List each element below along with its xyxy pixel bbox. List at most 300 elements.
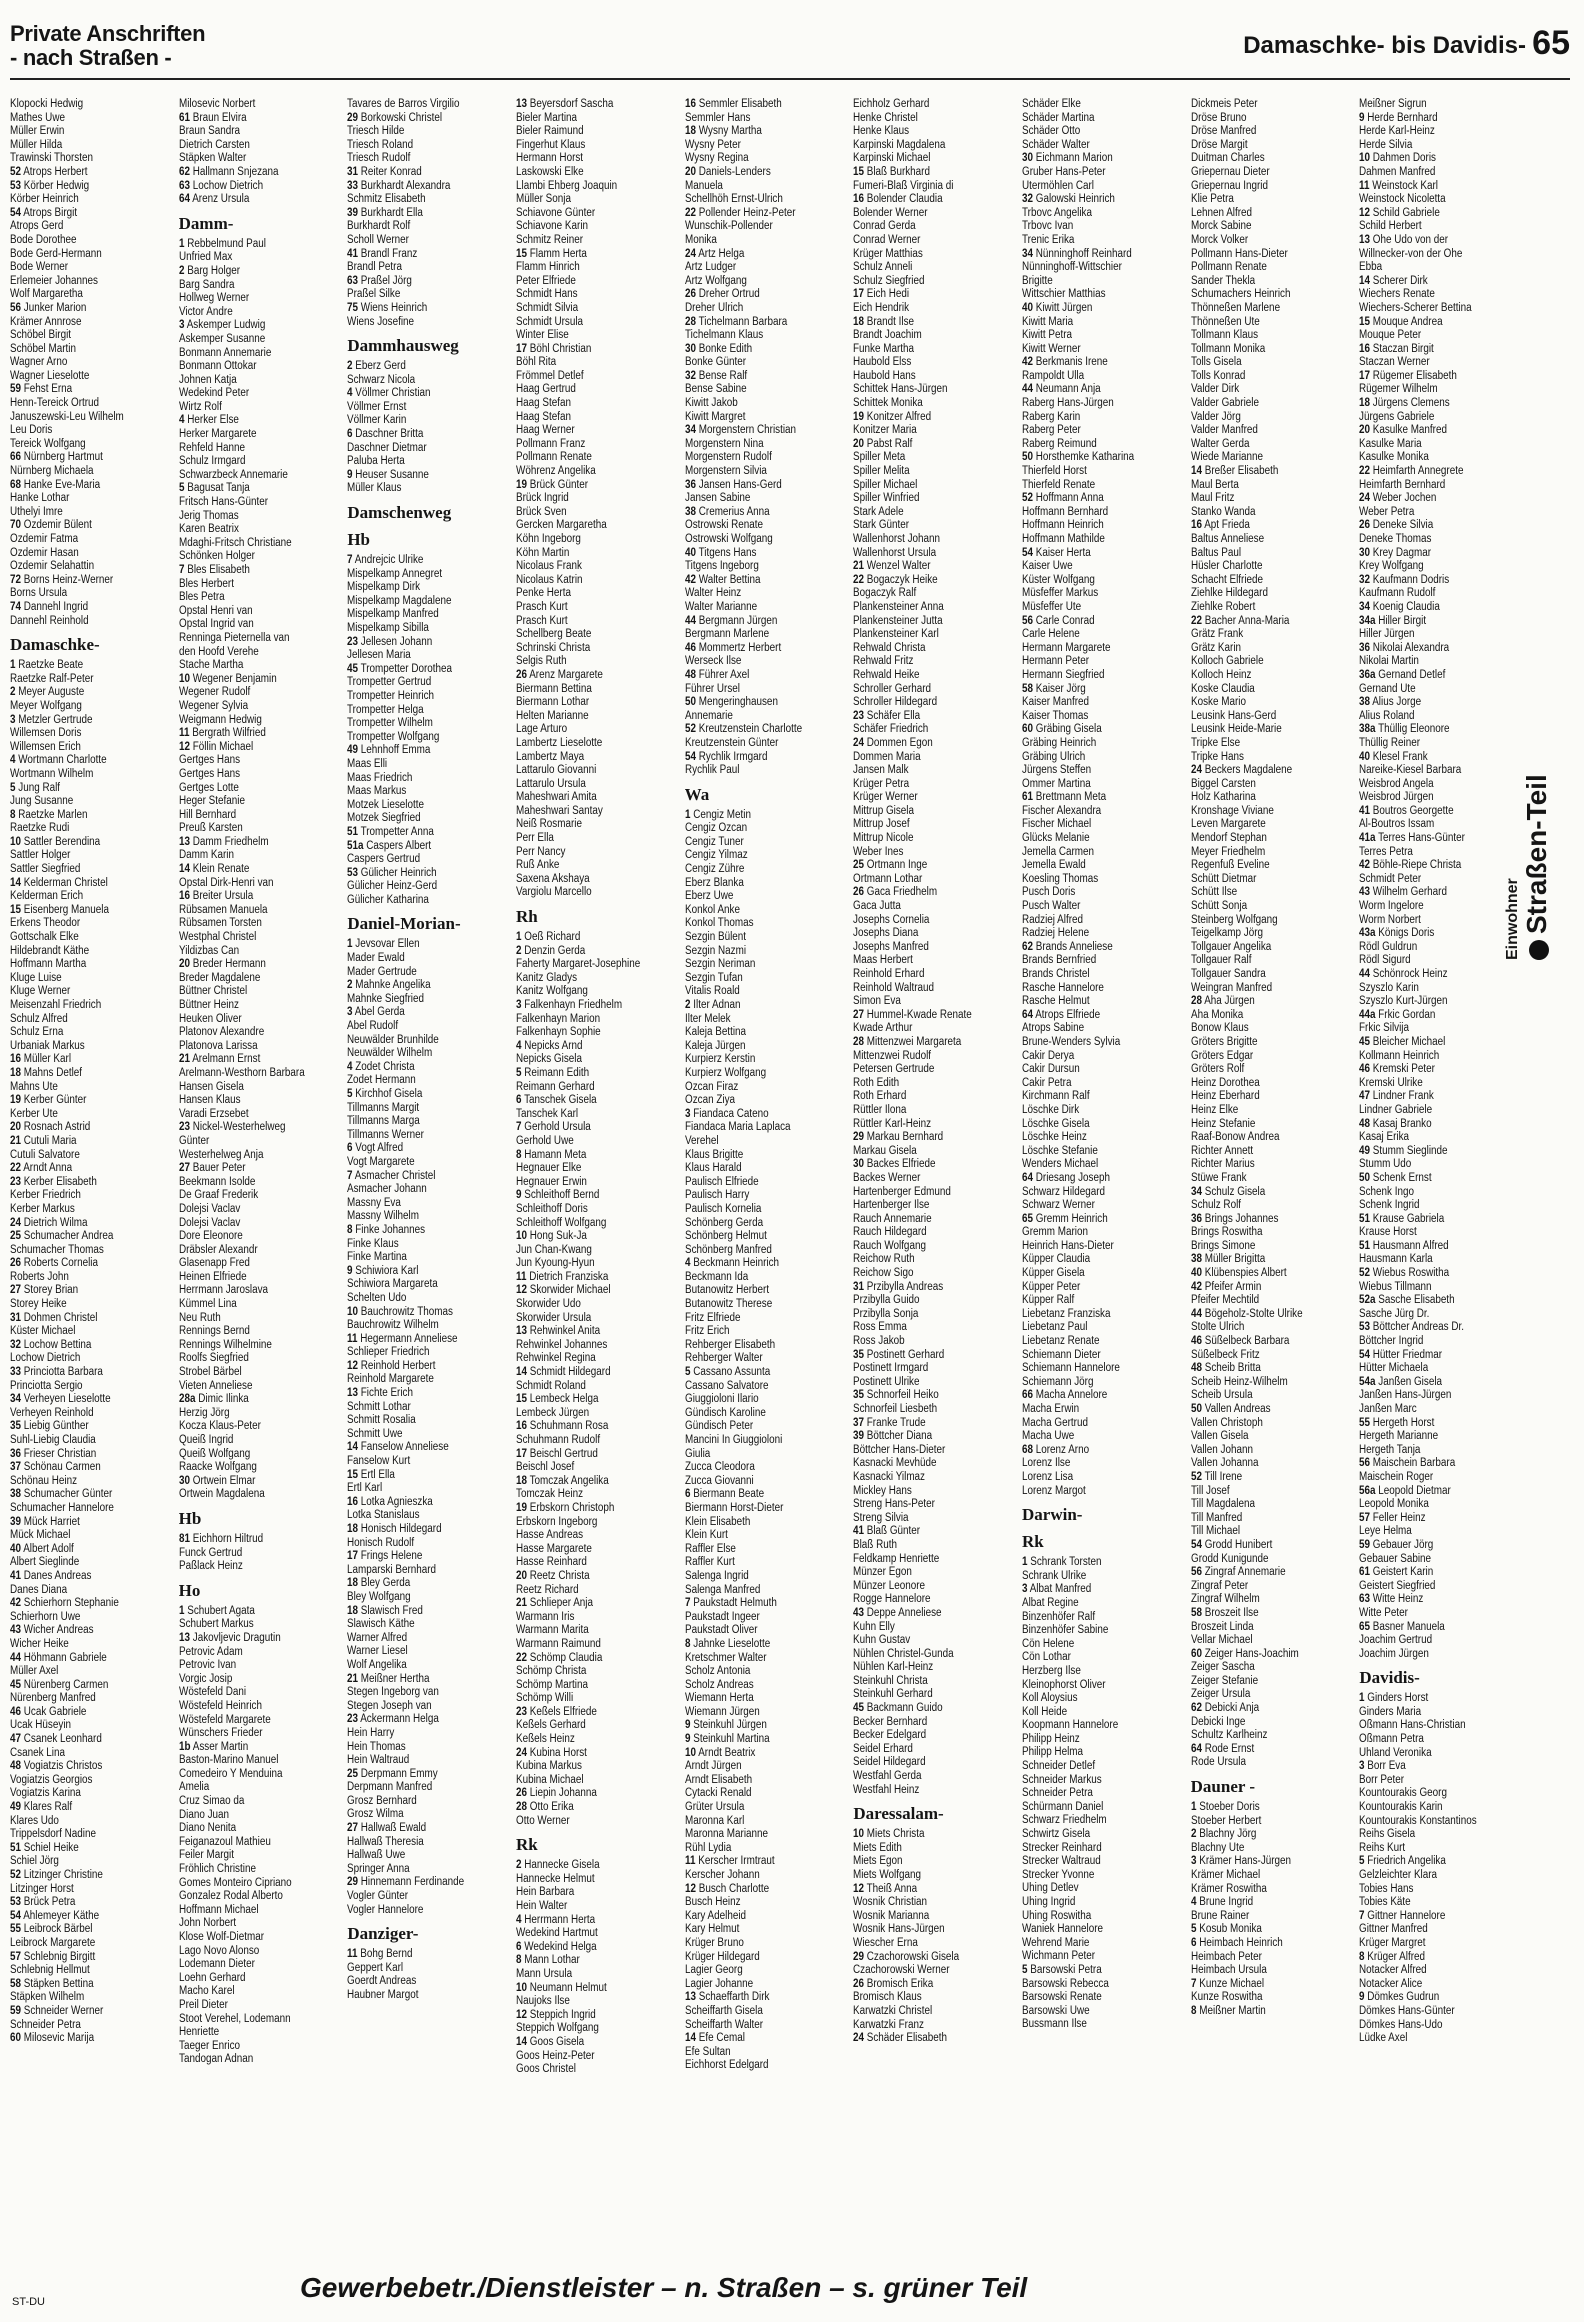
resident-name: Opstal Dirk-Henri van (178, 876, 274, 889)
resident-name: Zodet Christa (355, 1060, 415, 1073)
resident-name: Lambertz Lieselotte (516, 736, 603, 749)
resident-entry (685, 917, 845, 931)
resident-name: Driesang Joseph (1035, 1171, 1110, 1184)
resident-name: Wittschier Matthias (1022, 288, 1106, 301)
resident-name: Schmidt Hildegard (529, 1366, 611, 1379)
resident-name: Raberg Peter (1022, 424, 1081, 437)
resident-name: Arelmann Ernst (191, 1053, 261, 1066)
house-number: 46 (10, 1705, 22, 1718)
resident-name: Schiavone Karin (516, 220, 589, 233)
resident-entry (853, 696, 1013, 710)
house-number: 23 (853, 709, 865, 722)
resident-name: Gebauer Sabine (1359, 1552, 1432, 1565)
resident-name: Hein Harry (347, 1726, 395, 1739)
resident-name: Klie Petra (1190, 193, 1234, 206)
resident-entry (516, 1624, 676, 1638)
resident-name: Bonmann Annemarie (178, 346, 272, 359)
street-heading: Daniel-Morian- (347, 914, 461, 934)
resident-entry (179, 1176, 339, 1190)
house-number: 9 (347, 1264, 353, 1277)
resident-entry (347, 1210, 507, 1224)
resident-entry (516, 1094, 676, 1108)
resident-name: Kubina Markus (516, 1760, 582, 1773)
resident-entry (179, 1836, 339, 1850)
resident-entry (347, 1673, 507, 1687)
resident-name: Till Josef (1190, 1484, 1230, 1497)
resident-name: Henn-Tereick Ortrud (10, 397, 100, 410)
resident-entry (516, 1801, 676, 1815)
house-number: 49 (1359, 1144, 1371, 1157)
resident-name: Scheib Heinz-Wilhelm (1190, 1375, 1288, 1388)
resident-entry (516, 343, 676, 357)
resident-entry (179, 333, 339, 347)
resident-entry (1022, 1158, 1182, 1172)
resident-name: Miets Edith (853, 1841, 903, 1854)
resident-name: Koenig Claudia (1373, 600, 1441, 613)
resident-entry (516, 1298, 676, 1312)
resident-name: Bauchrowitz Thomas (361, 1305, 454, 1318)
resident-entry (516, 383, 676, 397)
house-number: 8 (1190, 2004, 1197, 2017)
resident-name: Teigelkamp Jörg (1190, 927, 1263, 940)
house-number: 24 (853, 736, 865, 749)
resident-entry (1191, 982, 1351, 996)
resident-entry (1359, 1801, 1519, 1815)
resident-entry (1359, 2005, 1519, 2019)
resident-entry (1022, 1665, 1182, 1679)
resident-name: Schulz Erna (10, 1026, 64, 1039)
resident-entry (1191, 1485, 1351, 1499)
resident-name: Pusch Walter (1022, 900, 1081, 913)
resident-entry (1359, 356, 1519, 370)
house-number: 42 (10, 1597, 22, 1610)
house-number: 42 (1359, 859, 1371, 872)
resident-entry (516, 261, 676, 275)
resident-entry (853, 1376, 1013, 1390)
house-number: 44 (684, 614, 696, 627)
resident-entry (516, 180, 676, 194)
resident-entry (347, 1849, 507, 1863)
resident-name: Thüllig Reiner (1359, 736, 1421, 749)
resident-name: Otto Erika (529, 1801, 574, 1814)
resident-entry (853, 1828, 1013, 1842)
resident-entry (1359, 234, 1519, 248)
resident-name: Scherer Dirk (1373, 274, 1429, 287)
resident-name: Grosz Wilma (347, 1808, 404, 1821)
resident-name: Geistert Karin (1373, 1566, 1434, 1579)
resident-entry (179, 1230, 339, 1244)
resident-name: Führer Ursel (684, 682, 740, 695)
resident-entry (516, 2050, 676, 2064)
resident-name: Hegnauer Erwin (516, 1175, 587, 1188)
resident-name: Münzer Leonore (853, 1579, 926, 1592)
resident-name: Nepicks Gisela (516, 1053, 582, 1066)
resident-entry (1022, 873, 1182, 887)
house-number: 61 (178, 111, 190, 124)
resident-name: Maul Berta (1190, 478, 1239, 491)
resident-name: Mahnke Siegfried (347, 992, 425, 1005)
resident-name: Streng Hans-Peter (853, 1498, 936, 1511)
resident-name: Rennings Bernd (178, 1325, 250, 1338)
resident-entry (179, 632, 339, 646)
resident-name: Scholz Andreas (684, 1678, 754, 1691)
resident-entry (1022, 1774, 1182, 1788)
house-number: 46 (684, 641, 696, 654)
resident-name: Fanselow Kurt (347, 1455, 411, 1468)
resident-entry (179, 1162, 339, 1176)
resident-entry (10, 1312, 170, 1326)
house-number: 15 (516, 1393, 528, 1406)
resident-name: Witte Heinz (1373, 1593, 1424, 1606)
resident-name: Gertges Hans (178, 754, 240, 767)
house-number: 22 (1359, 465, 1371, 478)
resident-entry (516, 696, 676, 710)
resident-entry (685, 836, 845, 850)
resident-name: Hergeth Tanja (1359, 1443, 1421, 1456)
house-number: 27 (347, 1822, 359, 1835)
street-heading: Dammhausweg (347, 336, 459, 356)
resident-name: Diano Juan (178, 1808, 229, 1821)
resident-name: Dolejsi Vaclav (178, 1216, 241, 1229)
resident-entry (179, 1863, 339, 1877)
resident-name: Schultz Karlheinz (1190, 1729, 1268, 1742)
resident-entry (853, 615, 1013, 629)
resident-entry (1359, 1158, 1519, 1172)
resident-entry (516, 112, 676, 126)
resident-entry (179, 1795, 339, 1809)
resident-entry (1022, 1036, 1182, 1050)
house-number: 9 (684, 1733, 691, 1746)
street-heading: Ho (178, 1580, 201, 1600)
house-number: 53 (10, 1896, 22, 1909)
resident-name: Nürnberg Michaela (10, 465, 94, 478)
resident-name: Mispelkamp Magdalene (347, 594, 452, 607)
resident-name: Vogler Hannelore (347, 1903, 424, 1916)
resident-entry (10, 1937, 170, 1951)
house-number: 63 (178, 179, 190, 192)
resident-name: Kaleja Bettina (684, 1026, 746, 1039)
resident-entry (10, 1081, 170, 1095)
house-number: 52 (10, 1869, 22, 1881)
resident-name: Kiwitt Petra (1022, 329, 1073, 342)
resident-name: Herde Bernhard (1367, 111, 1438, 124)
resident-name: Praßel Silke (347, 288, 401, 301)
resident-entry (347, 608, 507, 622)
resident-name: Schild Gabriele (1373, 206, 1441, 219)
resident-entry (179, 152, 339, 166)
resident-entry (853, 1964, 1013, 1978)
resident-entry (1022, 383, 1182, 397)
resident-name: Müller Brigitta (1204, 1253, 1265, 1266)
resident-entry (1359, 424, 1519, 438)
resident-entry (347, 414, 507, 428)
resident-name: Rehwinkel Regina (516, 1352, 596, 1365)
resident-name: Danes Diana (10, 1583, 68, 1596)
resident-name: Schwarz Friedhelm (1022, 1814, 1107, 1827)
resident-name: Grätz Frank (1190, 628, 1243, 641)
resident-name: Schittek Hans-Jürgen (853, 383, 948, 396)
resident-name: Gerhold Uwe (516, 1134, 574, 1147)
house-number: 35 (10, 1420, 22, 1433)
resident-entry (347, 1645, 507, 1659)
resident-entry (1359, 655, 1519, 669)
resident-name: Büttner Heinz (178, 999, 239, 1011)
resident-entry (179, 1659, 339, 1673)
resident-entry (1191, 1240, 1351, 1254)
resident-entry (179, 890, 339, 904)
resident-entry (1191, 1815, 1351, 1829)
resident-entry (10, 1257, 170, 1271)
resident-name: Rychlik Paul (684, 764, 740, 777)
column-5 (685, 98, 846, 2270)
resident-entry (1359, 642, 1519, 656)
resident-name: Brigitte (1022, 274, 1053, 287)
resident-entry (10, 519, 170, 533)
resident-entry (10, 275, 170, 289)
resident-name: Gülicher Heinrich (361, 866, 437, 879)
resident-entry (853, 1457, 1013, 1471)
house-number: 81 (178, 1532, 190, 1545)
resident-name: Schäfer Ella (867, 709, 921, 722)
resident-entry (516, 1570, 676, 1584)
resident-entry (685, 316, 845, 330)
resident-entry (685, 1053, 845, 1067)
resident-name: Arndt Jürgen (684, 1760, 742, 1773)
resident-name: Gräbing Heinrich (1022, 736, 1097, 749)
resident-entry (853, 506, 1013, 520)
resident-entry (685, 1719, 845, 1733)
resident-entry (516, 438, 676, 452)
resident-name: Herde Silvia (1359, 138, 1413, 151)
resident-name: Wichmann Peter (1022, 1950, 1096, 1963)
resident-entry (853, 669, 1013, 683)
resident-entry (685, 343, 845, 357)
resident-name: Perr Nancy (516, 845, 566, 858)
resident-entry (516, 669, 676, 683)
resident-name: Dore Eleonore (178, 1230, 243, 1243)
resident-entry (853, 1403, 1013, 1417)
resident-entry (516, 533, 676, 547)
resident-name: Kountourakis Karin (1359, 1801, 1443, 1814)
resident-name: Mispelkamp Sibilla (347, 622, 430, 634)
resident-entry (1191, 1213, 1351, 1227)
resident-entry (179, 1067, 339, 1081)
resident-name: Wunschik-Pollender (684, 220, 773, 233)
resident-name: Küster Wolfgang (1022, 573, 1095, 586)
resident-name: Renninga Pieternella van (178, 631, 290, 644)
resident-entry (1022, 1950, 1182, 1964)
resident-entry (1022, 1294, 1182, 1308)
house-number: 48 (10, 1760, 22, 1773)
resident-name: Hausmann Alfred (1373, 1239, 1449, 1252)
resident-entry (853, 1090, 1013, 1104)
resident-entry (685, 248, 845, 262)
resident-entry (1359, 1335, 1519, 1349)
resident-name: Rosnach Astrid (23, 1121, 91, 1134)
resident-entry (1022, 1978, 1182, 1992)
resident-name: Plankensteiner Jutta (853, 614, 943, 627)
resident-name: Macha Erwin (1022, 1403, 1080, 1415)
resident-name: Sezgin Tufan (684, 971, 743, 984)
resident-entry (1191, 1036, 1351, 1050)
resident-entry (10, 1108, 170, 1122)
resident-entry (179, 1560, 339, 1574)
resident-entry (347, 1265, 507, 1279)
house-number: 51 (347, 825, 359, 838)
resident-entry (516, 751, 676, 765)
resident-entry (853, 927, 1013, 941)
resident-name: Bolender Claudia (867, 193, 943, 206)
resident-entry (516, 628, 676, 642)
resident-name: Hamann Meta (524, 1148, 587, 1161)
resident-name: Raaf-Bonow Andrea (1190, 1131, 1280, 1144)
house-number: 20 (853, 437, 865, 450)
resident-name: Cassano Assunta (692, 1366, 770, 1379)
resident-entry (1022, 1801, 1182, 1815)
resident-entry (1191, 1801, 1351, 1815)
resident-entry (516, 1760, 676, 1774)
resident-name: Haag Stefan (516, 397, 571, 410)
resident-name: Paulisch Harry (684, 1189, 749, 1202)
resident-name: Maas Herbert (853, 954, 914, 967)
resident-name: Griepernau Dieter (1190, 165, 1270, 178)
resident-entry (10, 849, 170, 863)
resident-name: Beckmann Heinrich (692, 1257, 779, 1270)
resident-entry (1191, 220, 1351, 234)
resident-entry (1191, 683, 1351, 697)
resident-entry (179, 428, 339, 442)
resident-entry (516, 972, 676, 986)
street-heading: Dauner - (1190, 1777, 1256, 1797)
resident-entry (685, 1706, 845, 1720)
resident-name: Hanke Lothar (10, 492, 70, 505)
resident-entry (347, 1074, 507, 1088)
house-number: 7 (347, 554, 353, 567)
resident-entry (853, 492, 1013, 506)
resident-name: Kirchhof Gisela (355, 1088, 423, 1100)
resident-name: Rebbelmund Paul (186, 237, 266, 250)
resident-entry (347, 853, 507, 867)
resident-entry (10, 1842, 170, 1856)
resident-name: Nünninghoff-Wittschier (1022, 261, 1122, 274)
resident-name: Dietrich Franziska (529, 1270, 609, 1283)
resident-entry (10, 547, 170, 561)
resident-entry (1022, 1376, 1182, 1390)
resident-name: Jansen Hans-Gerd (698, 478, 782, 491)
resident-entry (1191, 261, 1351, 275)
column-6 (853, 98, 1014, 2270)
resident-entry (853, 1118, 1013, 1132)
resident-name: Özdemir Selahattin (10, 560, 95, 573)
resident-name: Thönneßen Ute (1190, 315, 1260, 328)
resident-entry (1022, 98, 1182, 112)
resident-entry (347, 1414, 507, 1428)
resident-entry (685, 1217, 845, 1231)
house-number: 72 (10, 573, 22, 586)
resident-name: Damm Karin (178, 849, 234, 862)
house-number: 10 (347, 1305, 359, 1318)
resident-entry (1022, 1855, 1182, 1869)
house-number: 18 (347, 1604, 359, 1617)
resident-name: Funck Gertrud (178, 1546, 242, 1559)
resident-name: Kanitz Wolfgang (516, 985, 588, 998)
resident-name: Paukstadt Oliver (684, 1624, 758, 1637)
resident-entry (179, 1257, 339, 1271)
resident-entry (853, 451, 1013, 465)
resident-name: Backes Werner (853, 1171, 921, 1184)
resident-name: Plankensteiner Anna (853, 600, 945, 613)
resident-name: Denzin Gerda (524, 944, 586, 957)
street-heading: Danziger- (347, 1924, 419, 1944)
resident-entry (516, 818, 676, 832)
page-number: 65 (1532, 24, 1570, 62)
resident-name: Hill Bernhard (178, 808, 236, 821)
resident-entry (10, 166, 170, 180)
resident-name: Winter Elise (516, 329, 569, 342)
resident-name: Hergeth Horst (1373, 1416, 1435, 1429)
resident-entry (347, 98, 507, 112)
resident-entry (1022, 1335, 1182, 1349)
resident-name: Nünninghoff Reinhard (1035, 247, 1132, 260)
resident-entry (685, 329, 845, 343)
resident-name: Raetzke Rudi (10, 822, 70, 835)
resident-name: Tichelmann Klaus (684, 329, 763, 342)
resident-entry (516, 275, 676, 289)
resident-name: Lorenz Lisa (1022, 1470, 1074, 1483)
resident-name: Schild Herbert (1359, 220, 1423, 233)
resident-name: Frieser Christian (23, 1447, 97, 1460)
house-number: 43 (10, 1624, 22, 1637)
house-number: 47 (1359, 1090, 1371, 1103)
house-number: 16 (347, 1495, 359, 1508)
resident-name: Funke Martha (853, 342, 915, 355)
house-number: 20 (1359, 424, 1371, 437)
resident-entry (1191, 1729, 1351, 1743)
resident-name: Krüger Margret (1359, 1936, 1426, 1949)
resident-name: Völlmer Karin (347, 414, 407, 427)
resident-entry (516, 873, 676, 887)
resident-name: Weinstock Nicoletta (1359, 193, 1446, 206)
resident-entry (1359, 791, 1519, 805)
resident-name: Reinhold Erhard (853, 968, 925, 980)
resident-entry (1191, 424, 1351, 438)
resident-entry (179, 1380, 339, 1394)
resident-name: Schumacher Andrea (23, 1230, 114, 1243)
resident-entry (516, 1747, 676, 1761)
resident-name: Valder Jörg (1190, 410, 1241, 423)
house-number: 41 (1359, 804, 1371, 817)
resident-name: Kary Adelheid (684, 1909, 746, 1922)
resident-entry (1191, 1702, 1351, 1716)
resident-entry (347, 1876, 507, 1890)
house-number: 18 (516, 1474, 528, 1487)
resident-entry (179, 265, 339, 279)
resident-entry (1359, 1580, 1519, 1594)
resident-entry (853, 1186, 1013, 1200)
resident-entry (1359, 1692, 1519, 1706)
resident-name: Tollmann Klaus (1190, 329, 1258, 342)
house-number: 43a (1359, 927, 1376, 940)
house-number: 62 (178, 165, 190, 178)
resident-name: Klares Udo (10, 1814, 59, 1827)
resident-entry (1191, 1525, 1351, 1539)
resident-name: Till Michael (1190, 1525, 1240, 1538)
resident-name: Küpper Gisela (1022, 1267, 1085, 1280)
resident-entry (1359, 669, 1519, 683)
resident-entry (179, 98, 339, 112)
resident-entry (1191, 873, 1351, 887)
resident-entry (1191, 1593, 1351, 1607)
